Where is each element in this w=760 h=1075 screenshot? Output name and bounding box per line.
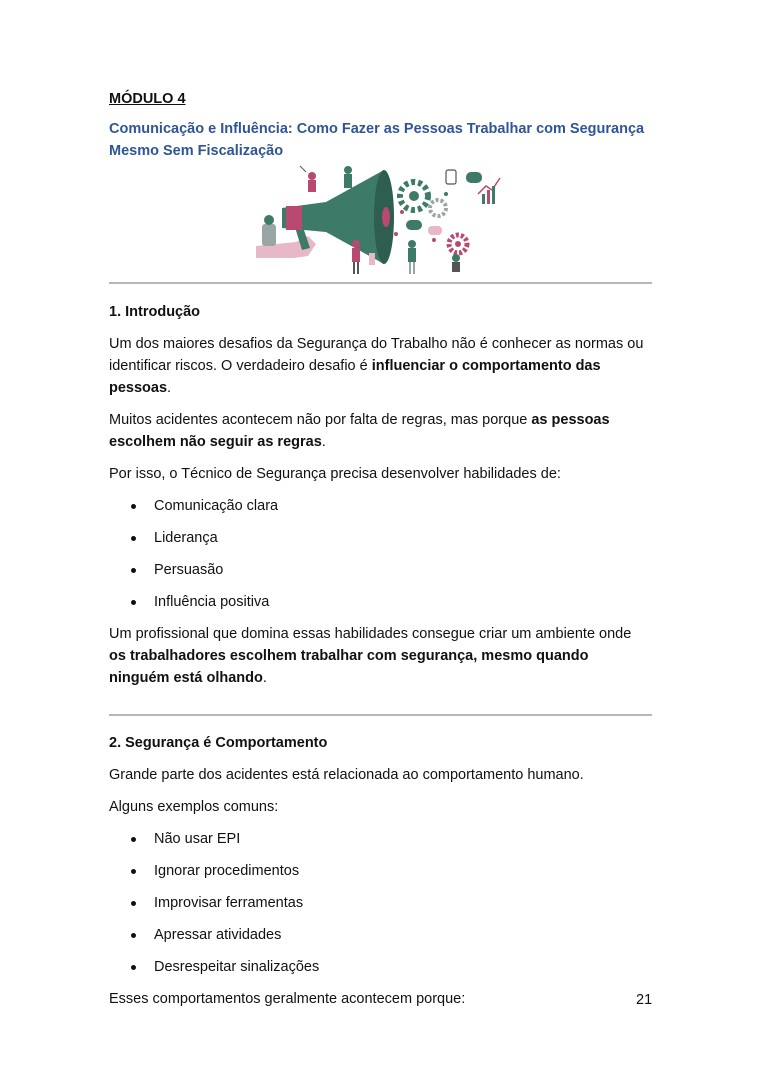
examples-list [109, 828, 652, 988]
page-number: 21 [636, 992, 653, 1008]
bullet-icon [131, 837, 136, 842]
list-item: Apressar atividades [109, 924, 652, 956]
megaphone-communication-illustration-icon [256, 164, 506, 282]
section-2-paragraph-3: Esses comportamentos geralmente acontecem porque: [109, 991, 466, 1007]
bullet-icon [131, 600, 136, 605]
list-item: Persuasão [109, 559, 652, 591]
bullet-icon [131, 933, 136, 938]
list-item: Desrespeitar sinalizações [109, 956, 652, 988]
section-divider [109, 714, 652, 716]
section-divider [109, 282, 652, 284]
section-2-paragraph-2: Alguns exemplos comuns: [109, 799, 279, 815]
list-item: Liderança [109, 527, 652, 559]
bullet-icon [131, 536, 136, 541]
section-1-paragraph-4: Um profissional que domina essas habilidades consegue criar um ambiente onde os trabalhadores escolhem trabalhar com segurança, mesmo quando ninguém está olhando. [109, 626, 632, 686]
section-1-paragraph-2: Muitos acidentes acontecem não por falta de regras, mas porque as pessoas escolhem não seguir as regras. [109, 412, 610, 450]
bullet-icon [131, 504, 136, 509]
bullet-icon [131, 568, 136, 573]
page-content [109, 88, 652, 1010]
section-1-paragraph-3: Por isso, o Técnico de Segurança precisa desenvolver habilidades de: [109, 466, 561, 482]
list-item: Improvisar ferramentas [109, 892, 652, 924]
list-item: Influência positiva [109, 591, 652, 623]
bullet-icon [131, 869, 136, 874]
module-label: MÓDULO 4 [109, 91, 186, 107]
section-1-title: 1. Introdução [109, 304, 201, 320]
list-item: Comunicação clara [109, 495, 652, 527]
list-item: Não usar EPI [109, 828, 652, 860]
section-2-paragraph-1: Grande parte dos acidentes está relacionada ao comportamento humano. [109, 767, 584, 783]
section-2-title: 2. Segurança é Comportamento [109, 735, 328, 751]
bullet-icon [131, 965, 136, 970]
module-title: Comunicação e Influência: Como Fazer as Pessoas Trabalhar com Segurança Mesmo Sem Fiscalização [109, 121, 645, 159]
skills-list [109, 495, 652, 623]
list-item: Ignorar procedimentos [109, 860, 652, 892]
section-1-paragraph-1: Um dos maiores desafios da Segurança do Trabalho não é conhecer as normas ou identificar riscos. O verdadeiro desafio é influenciar o comportamento das pessoas. [109, 336, 644, 396]
bullet-icon [131, 901, 136, 906]
